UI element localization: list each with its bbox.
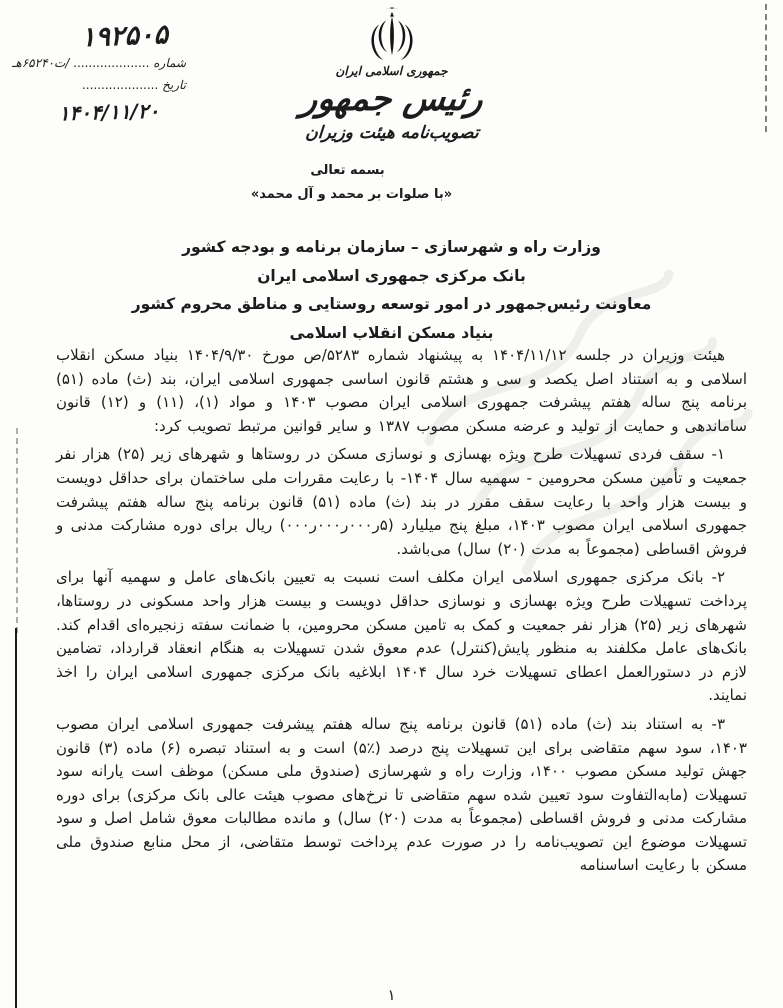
- addressee-central-bank: بانک مرکزی جمهوری اسلامی ایران: [257, 266, 526, 285]
- issuing-office-title: رئیس جمهور: [298, 79, 485, 119]
- clause-1: ۱- سقف فردی تسهیلات طرح ویژه بهسازی و نوسازی مسکن در روستاها و شهرهای زیر (۲۵) هزار نفر جمعیت و تأمین مسکن محرومین - سهمیه سال ۱۴۰۴- با رعایت مقررات ملی ساختمان برای حداقل دویست و بیست هزار واحد با رعایت سقف مقرر در بند (ث) ماده (۵۱) قانون برنامه پنج ساله هفتم پیشرفت جمهوری اسلامی ایران مصوب ۱۴۰۳، مبلغ پنج میلیارد (۵ر۰۰۰ر۰۰۰ر۰۰۰) ریال برای دوره مشارکت مدنی و فروش اقساطی (مجموعاً به مدت (۲۰) سال) می‌باشد.: [56, 445, 747, 558]
- clause-2: ۲- بانک مرکزی جمهوری اسلامی ایران مکلف است نسبت به تعیین بانک‌های عامل و سهمیه آنها برای پرداخت تسهیلات طرح ویژه بهسازی و نوسازی حداقل دویست و بیست هزار واحد مسکونی در روستاها، شهرهای زیر (۲۵) هزار نفر جمعیت و کمک به تامین مسکن محرومین، با ضمانت سفته زنجیره‌ای اقدام کند. بانک‌های عامل مکلفند به منظور پایش(کنترل) عدم معوق شدن تسهیلات به هنگام انعقاد قرارداد، تضامین لازم در دستورالعمل اعطای تسهیلات خرد سال ۱۴۰۴ ابلاغیه بانک مرکزی جمهوری اسلامی ایران را اخذ نمایند.: [56, 568, 747, 705]
- clause-3: ۳- به استناد بند (ث) ماده (۵۱) قانون برنامه پنج ساله هفتم پیشرفت جمهوری اسلامی ایران مصوب ۱۴۰۳، سود سهم متقاضی برای این تسهیلات پنج درصد (٪۵) است و به استناد تبصره (۶) ماده (۳) قانون جهش تولید مسکن مصوب ۱۴۰۰، وزارت راه و شهرسازی (صندوق ملی مسکن) موظف است یارانه سود تسهیلات (مابه‌التفاوت سود تعیین شده سهم متقاضی تا نرخ‌های مصوب هیئت عالی بانک مرکزی) برای دوره مشارکت مدنی و فروش اقساطی (مجموعاً به مدت (۲۰) سال) و مانده مطالبات معوق شامل اصل و سود تسهیلات موضوع این تصویب‌نامه را در صورت عدم پرداخت توسط متقاضی، از محل منابع صندوق ملی مسکن با رعایت اساسنامه: [56, 714, 748, 875]
- handwritten-date: ۱۴۰۴/۱۱/۲۰: [58, 98, 160, 126]
- addressee-ministry-roads: وزارت راه و شهرسازی – سازمان برنامه و بودجه کشور: [182, 238, 601, 256]
- scan-artifact-right-edge: [765, 4, 767, 132]
- handwritten-decree-number: ۱۹۲۵۰۵: [80, 19, 169, 54]
- iran-emblem-icon: [369, 6, 415, 62]
- number-date-block: [6, 19, 186, 126]
- invocation-block: [0, 163, 783, 202]
- page-number: ۱: [387, 986, 396, 1004]
- document-type-title: تصویب‌نامه هیئت وزیران: [304, 122, 479, 143]
- left-margin-line-solid: [15, 628, 17, 1008]
- addressee-list: [0, 233, 783, 347]
- number-printed-suffix: /ت۶۵۲۴۰هـ: [11, 56, 70, 70]
- date-label: تاریخ: [162, 78, 186, 92]
- basmala: بسمه تعالی: [310, 163, 385, 178]
- number-dotted-line: ....................: [73, 56, 150, 70]
- date-dotted-line: ....................: [81, 78, 159, 92]
- salutation: «با صلوات بر محمد و آل محمد»: [250, 187, 453, 202]
- date-line: [20, 78, 186, 92]
- addressee-vp-rural-development: معاونت رئیس‌جمهور در امور توسعه روستایی و مناطق محروم کشور: [131, 295, 652, 313]
- addressee-housing-foundation: بنیاد مسکن انقلاب اسلامی: [289, 323, 494, 342]
- number-label: شماره: [153, 56, 186, 70]
- left-margin-line-faint: [16, 428, 18, 633]
- government-name: جمهوری اسلامی ایران: [335, 64, 448, 78]
- decree-preamble: هیئت وزیران در جلسه ۱۴۰۴/۱۱/۱۲ به پیشنهاد شماره ۵۲۸۳/ص مورخ ۱۴۰۴/۹/۳۰ بنیاد مسکن انقلاب اسلامی و به استناد اصل یکصد و سی و هشتم قانون اساسی جمهوری اسلامی ایران، بند (ث) ماده (۵۱) برنامه پنج ساله هفتم پیشرفت جمهوری اسلامی ایران مصوب ۱۴۰۳ و مواد (۱)، (۱۱) و (۱۲) قانون ساماندهی و حمایت از تولید و عرضه مسکن مصوب ۱۳۸۷ و سایر قوانین مرتبط تصویب کرد:: [56, 346, 747, 435]
- letterhead: [182, 6, 602, 143]
- number-line: [6, 56, 186, 70]
- decree-body: [56, 344, 747, 878]
